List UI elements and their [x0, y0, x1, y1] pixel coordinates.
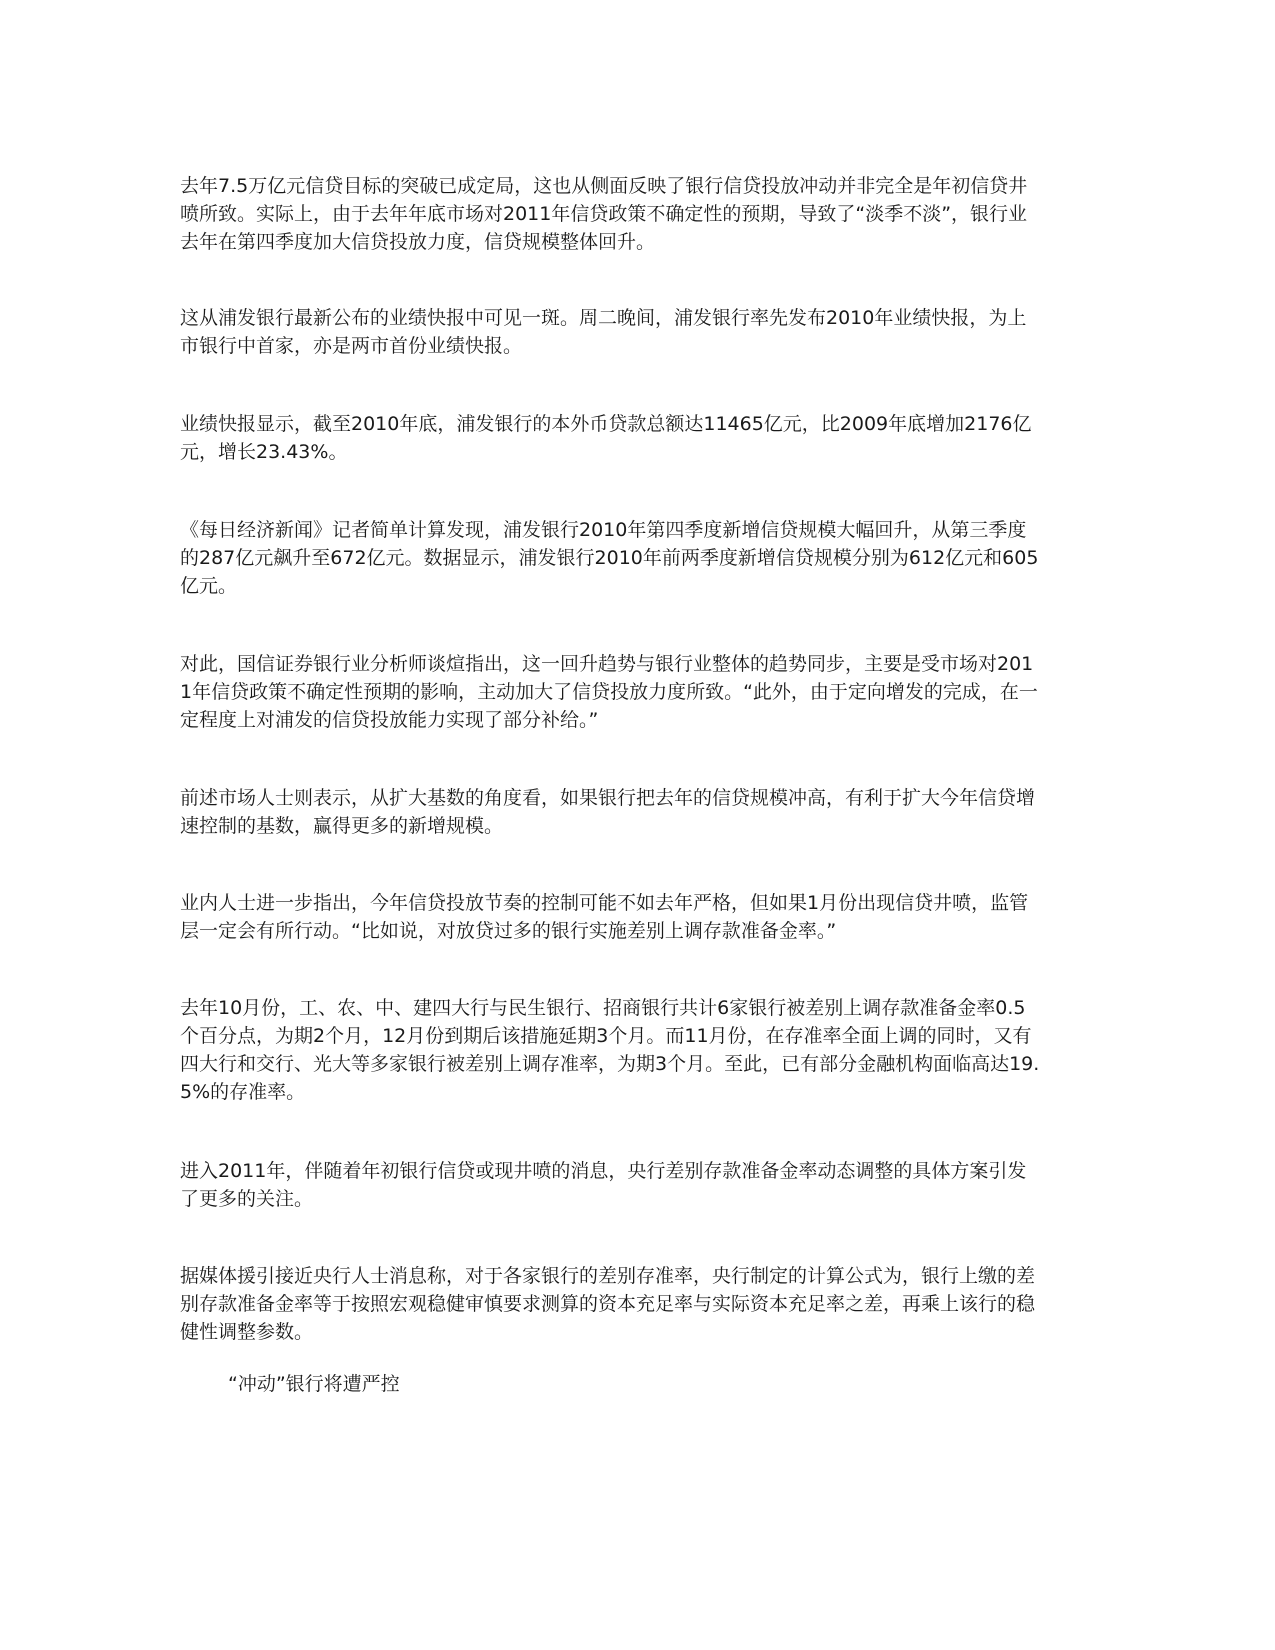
paragraph-1: 去年7.5万亿元信贷目标的突破已成定局，这也从侧面反映了银行信贷投放冲动并非完全是年初信贷井喷所致。实际上，由于去年年底市场对2011年信贷政策不确定性的预期，导致了“淡季不淡”，银行业去年在第四季度加大信贷投放力度，信贷规模整体回升。	[180, 175, 1028, 253]
section-subheading: “冲动”银行将遭严控	[228, 1373, 400, 1395]
paragraph-10: 据媒体援引接近央行人士消息称，对于各家银行的差别存准率，央行制定的计算公式为，银行上缴的差别存款准备金率等于按照宏观稳健审慎要求测算的资本充足率与实际资本充足率之差，再乘上该行的稳健性调整参数。	[180, 1265, 1036, 1343]
paragraph-5: 对此，国信证券银行业分析师谈煊指出，这一回升趋势与银行业整体的趋势同步，主要是受市场对2011年信贷政策不确定性预期的影响，主动加大了信贷投放力度所致。“此外，由于定向增发的完成，在一定程度上对浦发的信贷投放能力实现了部分补给。”	[180, 653, 1038, 731]
paragraph-3: 业绩快报显示，截至2010年底，浦发银行的本外币贷款总额达11465亿元，比2009年底增加2176亿元，增长23.43%。	[180, 413, 1032, 463]
paragraph-8: 去年10月份，工、农、中、建四大行与民生银行、招商银行共计6家银行被差别上调存款准备金率0.5个百分点，为期2个月，12月份到期后该措施延期3个月。而11月份，在存准率全面上调的同时，又有四大行和交行、光大等多家银行被差别上调存准率，为期3个月。至此，已有部分金融机构面临高达19.5%的存准率。	[180, 997, 1040, 1103]
paragraph-4: 《每日经济新闻》记者简单计算发现，浦发银行2010年第四季度新增信贷规模大幅回升，从第三季度的287亿元飙升至672亿元。数据显示，浦发银行2010年前两季度新增信贷规模分别为612亿元和605亿元。	[180, 519, 1039, 597]
paragraph-2: 这从浦发银行最新公布的业绩快报中可见一斑。周二晚间，浦发银行率先发布2010年业绩快报，为上市银行中首家，亦是两市首份业绩快报。	[180, 307, 1027, 357]
paragraph-6: 前述市场人士则表示，从扩大基数的角度看，如果银行把去年的信贷规模冲高，有利于扩大今年信贷增速控制的基数，赢得更多的新增规模。	[180, 787, 1036, 837]
paragraph-7: 业内人士进一步指出，今年信贷投放节奏的控制可能不如去年严格，但如果1月份出现信贷井喷，监管层一定会有所行动。“比如说，对放贷过多的银行实施差别上调存款准备金率。”	[180, 892, 1029, 942]
paragraph-9: 进入2011年，伴随着年初银行信贷或现井喷的消息，央行差别存款准备金率动态调整的具体方案引发了更多的关注。	[180, 1160, 1027, 1210]
